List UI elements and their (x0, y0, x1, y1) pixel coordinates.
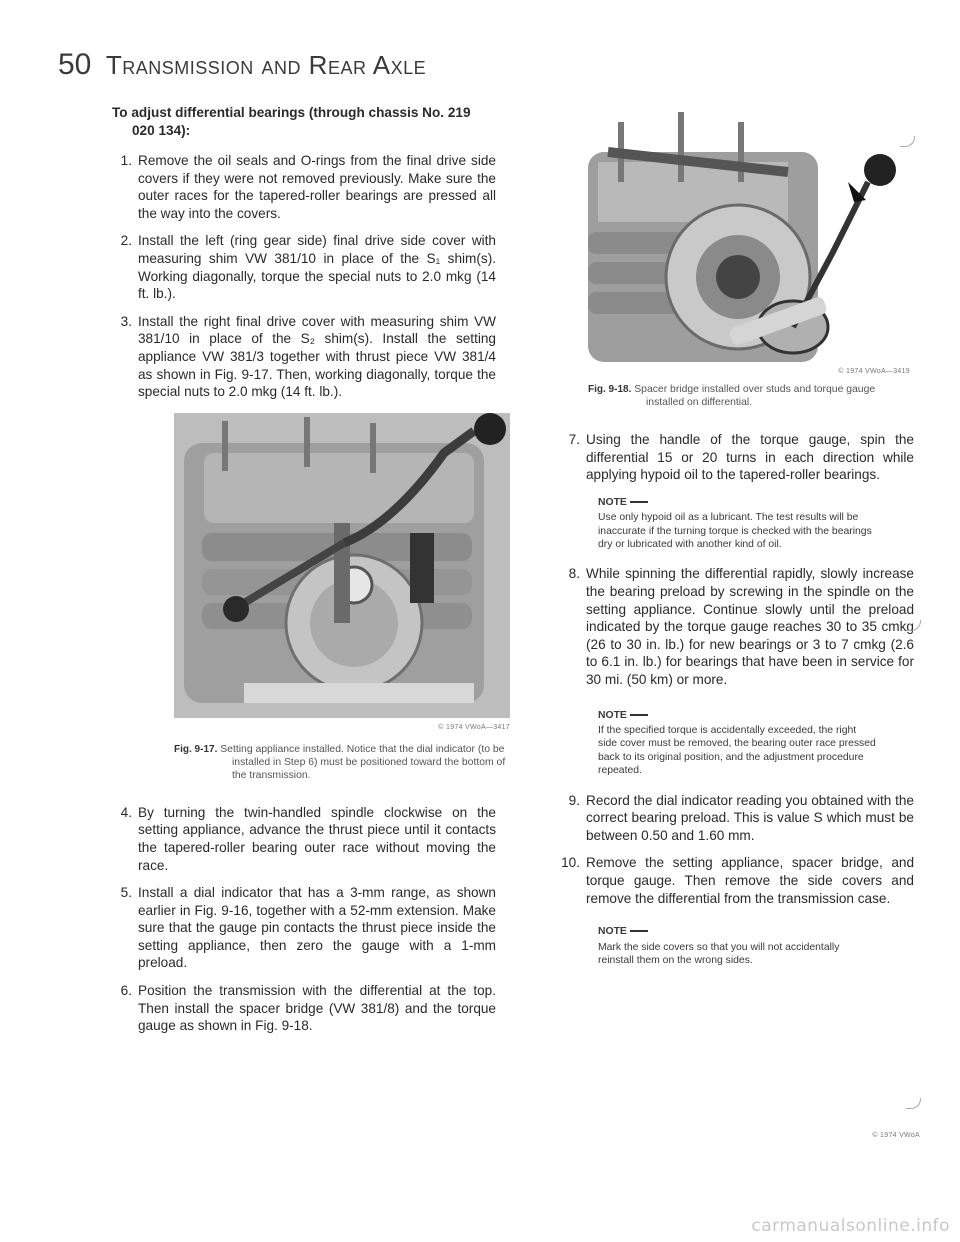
step-number: 2. (120, 233, 132, 249)
footer-copyright-code: © 1974 VWoA (872, 1132, 920, 1139)
step-number: 3. (120, 313, 132, 329)
step-text: Install the right final drive cover with measuring shim VW 381/10 in place of the S₂ shim(s). Install the setting appliance VW 381/3 together with thrust piece VW 381/4 as shown in Fig. 9-17. Then, working diagonally, torque the special nuts to 2.0 mkg (14 ft. lb.). (138, 313, 496, 400)
step-text: While spinning the differential rapidly, slowly increase the bearing preload by screwing in the spindle on the setting appliance. Continue slowly until the preload indicated by the torque gauge reaches 30 to 35 cmkg (26 to 30 in. lb.) for new bearings or 3 to 7 cmkg (2.6 to 6.1 in. lb.) for bearings that have been in service for 30 mi. (50 km) or more. (586, 566, 914, 687)
site-watermark: carmanualsonline.info (751, 1216, 950, 1236)
caption-text: Setting appliance installed. Notice that the dial indicator (to be installed in Step 6) must be positioned toward the bottom of the transmission. (220, 743, 506, 781)
page-number: 50 (58, 48, 92, 81)
step-text: Install the left (ring gear side) final drive side cover with measuring shim VW 381/10 in place of the S₁ shim(s). Working diagonally, torque the special nuts to 2.0 mkg (14 ft. lb.). (138, 233, 496, 302)
step-text: Using the handle of the torque gauge, spin the differential 15 or 20 turns in each direction while applying hypoid oil to the tapered-roller bearings. (586, 432, 914, 483)
margin-mark (906, 620, 921, 631)
right-column (552, 112, 914, 981)
note-torque-exceeded (598, 709, 878, 778)
figure-9-18 (588, 112, 910, 409)
step-number: 1. (120, 153, 132, 168)
figure-label: Fig. 9-17. (174, 743, 218, 755)
figure-label: Fig. 9-18. (588, 384, 632, 395)
step-2 (112, 232, 496, 302)
setting-appliance-photo (174, 413, 510, 718)
caption-text: Spacer bridge installed over studs and torque gauge installed on differential. (634, 384, 876, 408)
step-1 (112, 152, 496, 222)
note-label: NOTE (598, 496, 878, 509)
note-text: Mark the side covers so that you will not accidentally reinstall them on the wrong sides. (598, 941, 840, 966)
step-4 (112, 804, 496, 874)
step-text: Record the dial indicator reading you obtained with the correct bearing preload. This is value S which must be between 0.50 and 1.60 mm. (586, 792, 914, 843)
step-9 (552, 792, 914, 845)
note-mark-covers (598, 925, 878, 967)
step-6 (112, 982, 496, 1035)
transmission-photo-illustration (174, 413, 510, 718)
margin-mark (906, 1098, 921, 1109)
spacer-bridge-photo (588, 112, 910, 362)
step-text: Remove the setting appliance, spacer bridge, and torque gauge. Then remove the side covers and remove the differential from the transmission case. (586, 855, 914, 906)
procedure-heading: To adjust differential bearings (through chassis No. 219 020 134): (112, 105, 471, 138)
step-text: By turning the twin-handled spindle clockwise on the setting appliance, advance the thrust piece until it contacts the tapered-roller bearing outer race without moving the race. (138, 804, 496, 873)
note-text: If the specified torque is accidentally exceeded, the right side cover must be removed, the bearing outer race pressed back to its original position, and the adjustment procedure repeated. (598, 724, 876, 777)
figure-code: © 1974 VWoA—3417 (438, 723, 510, 731)
step-number: 6. (120, 983, 132, 999)
section-title: Transmission and Rear Axle (105, 50, 427, 80)
figure-code: © 1974 VWoA—3419 (838, 368, 910, 375)
note-text: Use only hypoid oil as a lubricant. The test results will be inaccurate if the turning torque is checked with the bearings dry or lubricated with another kind of oil. (598, 512, 872, 550)
note-label: NOTE (598, 709, 878, 722)
step-10 (552, 854, 914, 907)
step-number: 4. (120, 804, 132, 820)
step-text: Install a dial indicator that has a 3-mm range, as shown earlier in Fig. 9-16, together with a 52-mm extension. Make sure that the gauge pin contacts the thrust piece inside the setting appliance, then zero the gauge with a 1-mm preload. (138, 885, 496, 971)
transmission-top-photo-illustration (588, 112, 910, 362)
note-hypoid-oil (598, 496, 878, 552)
step-number: 10. (561, 855, 580, 871)
figure-caption (174, 743, 510, 782)
step-number: 9. (568, 792, 580, 808)
step-5 (112, 884, 496, 972)
figure-9-17 (174, 413, 510, 782)
step-7 (552, 431, 914, 484)
step-3 (112, 313, 496, 401)
page-header (58, 48, 426, 82)
step-number: 5. (120, 885, 132, 901)
note-label: NOTE (598, 925, 878, 938)
figure-caption (588, 383, 910, 409)
step-number: 8. (568, 566, 580, 582)
step-number: 7. (568, 432, 580, 447)
step-text: Position the transmission with the differential at the top. Then install the spacer bridge (VW 381/8) and the torque gauge as shown in Fig. 9-18. (138, 983, 496, 1034)
left-column (112, 104, 510, 1045)
step-8 (552, 565, 914, 688)
step-text: Remove the oil seals and O-rings from the final drive side covers if they were not removed previously. Make sure the outer races for the tapered-roller bearings are pressed all the way into the covers. (138, 153, 496, 221)
